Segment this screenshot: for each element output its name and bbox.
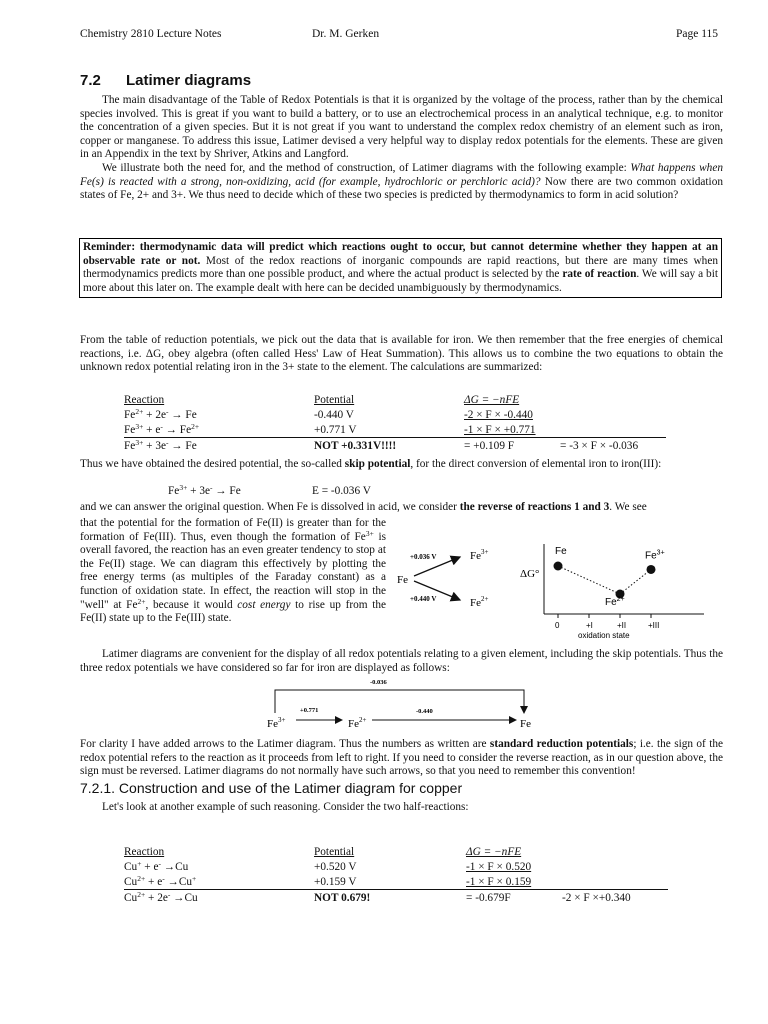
plot-point-label-symbol: Fe: [555, 546, 567, 557]
header-course: Chemistry 2810 Lecture Notes: [80, 28, 222, 40]
paragraph-intro: The main disadvantage of the Table of Redox Potentials is that it is organized by the voltage of the process, rather than by the chemical species involved. This is great if you want to build a battery, or to use an electrochemical process in an analytical technique, e.g. to monitor the concentration of a given species. But it is not great if you want to understand the complex redox chemistry of an element such as iron, copper or manganese. To address this issue, Latimer devised a very helpful way to display redox potentials for the elements. These are given in an Appendix in the text by Shriver, Atkins and Langford.: [80, 94, 723, 161]
plot-point-label-charge: 2+: [616, 596, 625, 603]
reactant-charge: +: [137, 859, 142, 868]
product-charge: +: [192, 874, 197, 883]
plot-x-label: oxidation state: [578, 631, 630, 640]
product: → Fe: [168, 409, 197, 421]
well-text-d: to rise up from the Fe(II) state up to the Fe(III) state.: [80, 598, 387, 625]
paragraph-question: [80, 162, 723, 203]
skip-eq-electron-charge: -: [209, 483, 213, 492]
table-row: [124, 438, 666, 454]
answer-tail: . We see: [609, 501, 647, 513]
dg-extra-cell: [548, 859, 668, 874]
reactant-charge: 2+: [137, 874, 146, 883]
dg-cell: -1 × F × 0.159: [466, 876, 532, 888]
potential-cell: -0.440 V: [314, 409, 354, 421]
reminder-bold: Reminder: thermodynamic data will predict which reactions ought to occur, but cannot determine whether they happen at an observable rate or not.: [83, 241, 718, 267]
plot-x-tick-label: +I: [586, 621, 593, 630]
plot-y-label: ΔG°: [520, 568, 540, 580]
reminder-box: [79, 238, 722, 298]
question-text: What happens when Fe(s) is reacted with a strong, non-oxidizing, acid (for example, hydrochloric or perchloric acid)?: [80, 162, 723, 188]
reactant: Fe: [124, 424, 136, 436]
reaction-cell: [124, 859, 314, 874]
reminder-text-end: . We will say a bit more about this later on. The example dealt with here can be decided unambiguously by thermodynamics.: [83, 268, 718, 294]
product: →Cu: [160, 861, 189, 873]
skip-tail: , for the direct conversion of elemental iron to iron(III):: [410, 458, 662, 470]
table-header-row: [124, 392, 666, 407]
paragraph-latimer: Latimer diagrams are convenient for the display of all redox potentials relating to a given element, including the skip potentials. Thus the three redox potentials we have considered so far for iron are displayed as follows:: [80, 648, 723, 674]
plot-point-label: [555, 546, 567, 557]
reactant: Cu: [124, 876, 138, 888]
plot-x-tick-label: +II: [617, 621, 627, 630]
reaction-cell: [124, 890, 314, 906]
potential-cell: NOT 0.679!: [314, 890, 466, 906]
table-row: [124, 874, 668, 890]
electrons: + 3e: [143, 440, 166, 452]
dg-cell: -1 × F × +0.771: [464, 424, 536, 436]
electron-charge: -: [160, 422, 163, 431]
plot-point-label-charge: 3+: [656, 549, 665, 557]
product: → Fe: [162, 424, 192, 436]
plot-point: [554, 562, 563, 571]
electrons: + e: [145, 876, 163, 888]
fork-top-species-charge: 3+: [481, 548, 489, 556]
paragraph-answer: [80, 501, 723, 515]
reactant-charge: 3+: [135, 422, 144, 431]
reactant: Fe: [124, 409, 136, 421]
potential-cell: +0.520 V: [314, 861, 357, 873]
fork-top-species: [470, 548, 489, 562]
skip-eq-lhs: Fe: [168, 485, 180, 497]
paragraph-hess: From the table of reduction potentials, we pick out the data that is available for iron. We then remember that the free energies of chemical reactions, i.e. ΔG, obey algebra (often called Hess' Law of Heat Summation). This allows us to combine the two equations to obtain the unknown redox potential relating iron in the 3+ state to the element. The calculations are summarized:: [80, 334, 723, 374]
skip-equation-potential: E = -0.036 V: [312, 485, 371, 497]
col-reaction: Reaction: [124, 846, 165, 858]
subsection-title-text: Construction and use of the Latimer diagram for copper: [118, 780, 463, 796]
well-text-a: that the potential for the formation of Fe(II) is greater than for the formation of Fe(III). Thus, even though the formation of Fe: [80, 517, 386, 543]
fork-top-value: +0.036 V: [410, 553, 437, 561]
reaction-cell: [124, 438, 314, 454]
latimer-second-value: -0.440: [416, 708, 433, 715]
question-lead: We illustrate both the need for, and the method of construction, of Latimer diagrams with the following example:: [102, 162, 631, 174]
header-author: Dr. M. Gerken: [312, 28, 380, 40]
paragraph-convention: [80, 738, 723, 779]
reaction-cell: [124, 407, 314, 422]
skip-eq-product: → Fe: [212, 485, 241, 497]
reactant-charge: 3+: [135, 438, 144, 447]
skip-bold: skip potential: [344, 458, 411, 470]
fork-bottom-species-charge: 2+: [481, 595, 489, 603]
paragraph-skip: [80, 458, 723, 472]
latimer-first-value: +0.771: [300, 707, 319, 714]
subsection-title: [80, 780, 462, 796]
potential-cell: +0.159 V: [314, 876, 357, 888]
section-title: [80, 72, 251, 89]
fork-bottom-species: [470, 595, 489, 609]
plot-connector-line: [620, 569, 651, 594]
product: → Fe: [168, 440, 197, 452]
question-tail: Now there are two common oxidation states of Fe, 2+ and 3+. We thus need to decide which of these two species is predicted by thermodynamics to form in acid solution?: [80, 175, 723, 202]
latimer-diagram: [262, 676, 542, 732]
energy-plot: [514, 540, 714, 642]
dg-extra-cell: -2 × F ×+0.340: [548, 890, 668, 906]
col-dg: ΔG = −nFE: [466, 846, 522, 858]
fork-top-species-symbol: Fe: [470, 550, 481, 562]
table-header-row: [124, 844, 668, 859]
electron-charge: -: [162, 874, 165, 883]
latimer-species-1-charge: 3+: [278, 716, 286, 724]
electron-charge: -: [158, 859, 161, 868]
product: →Cu: [170, 892, 198, 904]
col-potential: Potential: [314, 394, 355, 406]
well-sup-a: 3+: [365, 528, 374, 538]
skip-eq-lhs-charge: 3+: [179, 483, 188, 492]
table-row: [124, 407, 666, 422]
plot-point-label: [605, 596, 625, 608]
dg-cell: -2 × F × -0.440: [464, 409, 533, 421]
dg-cell: -1 × F × 0.520: [466, 861, 532, 873]
latimer-species-1: [267, 716, 286, 730]
header-page: Page 115: [676, 28, 719, 40]
latimer-species-2-charge: 2+: [359, 716, 367, 724]
answer-bold: the reverse of reactions 1 and 3: [459, 501, 610, 513]
fork-diagram: [394, 540, 514, 620]
paragraph-copper: Let's look at another example of such reasoning. Consider the two half-reactions:: [102, 801, 469, 813]
reactant-charge: 2+: [135, 407, 144, 416]
reactant-charge: 2+: [137, 890, 146, 899]
dg-extra-cell: [546, 422, 666, 438]
reactant: Fe: [124, 440, 136, 452]
skip-lead: Thus we have obtained the desired potential, the so-called: [80, 458, 345, 470]
cu-reaction-table: [124, 844, 668, 905]
convention-lead: For clarity I have added arrows to the Latimer diagram. Thus the numbers as written are: [80, 738, 490, 750]
latimer-skip-value: -0.036: [370, 679, 387, 686]
fork-bottom-species-symbol: Fe: [470, 597, 481, 609]
latimer-species-2-symbol: Fe: [348, 718, 359, 730]
latimer-species-2: [348, 716, 367, 730]
well-text-c: , because it would: [145, 598, 238, 611]
latimer-species-1-symbol: Fe: [267, 718, 278, 730]
reaction-cell: [124, 874, 314, 890]
section-number: 7.2: [80, 72, 101, 89]
answer-lead: and we can answer the original question. When Fe is dissolved in acid, we consider: [80, 501, 460, 513]
reminder-rate: rate of reaction: [562, 268, 637, 281]
product-charge: 2+: [191, 422, 200, 431]
dg-cell: = -0.679F: [466, 890, 548, 906]
electrons: + 2e: [145, 892, 168, 904]
fork-bottom-value: +0.440 V: [410, 595, 437, 603]
dg-cell: = +0.109 F: [464, 438, 546, 454]
paragraph-well: [80, 517, 386, 626]
electron-charge: -: [167, 890, 171, 899]
skip-equation: [168, 485, 241, 499]
subsection-number: 7.2.1.: [80, 780, 116, 796]
electron-charge: -: [165, 438, 169, 447]
col-dg: ΔG = −nFE: [464, 394, 520, 406]
electrons: + e: [143, 424, 161, 436]
fe-reaction-table: [124, 392, 666, 453]
dg-extra-cell: [546, 407, 666, 422]
potential-cell: +0.771 V: [314, 424, 357, 436]
plot-point-label-symbol: Fe: [605, 597, 617, 608]
reminder-text: Most of the redox reactions of inorganic compounds are rapid reactions, but there are many times when thermodynamics predicts more than one possible product, and where the actual product is selected by the: [83, 254, 718, 281]
table-row: [124, 859, 668, 874]
plot-point-label-symbol: Fe: [645, 550, 657, 562]
electrons: + 2e: [143, 409, 166, 421]
well-sup-b: 2+: [137, 596, 146, 606]
reactant: Cu: [124, 892, 138, 904]
electrons: + e: [141, 861, 159, 873]
well-italic: cost energy: [237, 598, 291, 611]
plot-x-tick-label: +III: [648, 621, 660, 630]
skip-eq-electrons: + 3e: [187, 485, 210, 497]
plot-point: [647, 565, 656, 574]
dg-extra-cell: = -3 × F × -0.036: [546, 438, 666, 454]
dg-extra-cell: [548, 874, 668, 890]
plot-point-label: [645, 549, 665, 561]
well-text-b: is overall favored, the reaction has an even greater tendency to stop at the Fe(II) stage. We can diagram this effectively by plotting the free energy terms (as multiples of the Faraday constant) as a function of oxidation state. In effect, the reaction will stop in the "well" at Fe: [80, 530, 386, 611]
section-title-text: Latimer diagrams: [126, 72, 252, 89]
col-potential: Potential: [314, 846, 355, 858]
convention-tail: ; i.e. the sign of the redox potential refers to the reaction as it proceeds from left to right. If you need to consider the reverse reaction, as in our question above, the sign must be reversed. Latimer diagrams do not normally have such arrows, so that you need to remember this convention!: [80, 738, 723, 778]
fork-source: Fe: [397, 574, 408, 586]
reaction-cell: [124, 422, 314, 438]
plot-x-tick-label: 0: [555, 621, 560, 630]
col-reaction: Reaction: [124, 394, 165, 406]
electron-charge: -: [165, 407, 169, 416]
potential-cell: NOT +0.331V!!!!: [314, 438, 464, 454]
product: →Cu: [164, 876, 193, 888]
reactant: Cu: [124, 861, 138, 873]
latimer-species-3: Fe: [520, 718, 531, 730]
table-row: [124, 890, 668, 906]
convention-bold: standard reduction potentials: [489, 738, 634, 750]
plot-connector-line: [558, 566, 620, 594]
table-row: [124, 422, 666, 438]
